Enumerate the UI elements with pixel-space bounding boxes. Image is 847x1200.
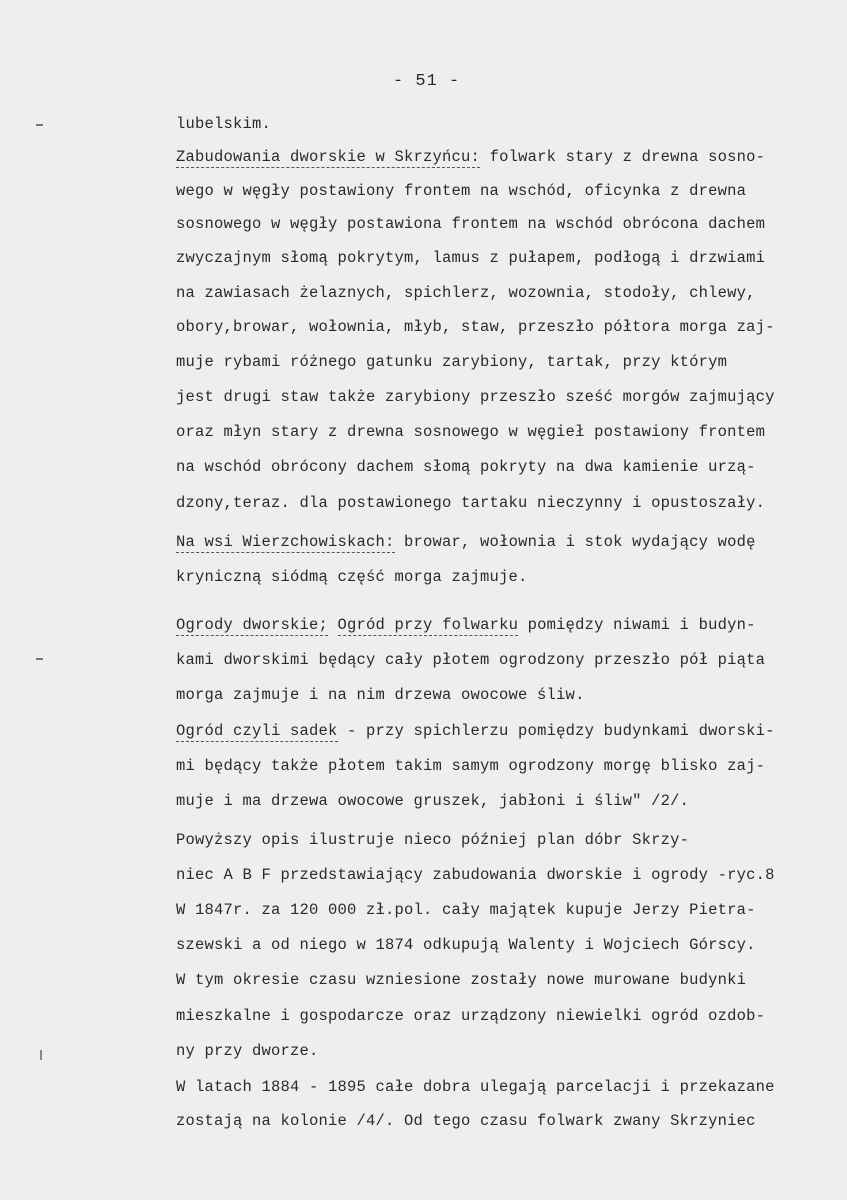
line-text: - przy spichlerzu pomiędzy budynkami dworski- xyxy=(337,722,775,740)
text-line xyxy=(176,388,775,406)
line-text: lubelskim. xyxy=(176,115,272,133)
line-text: morga zajmuje i na nim drzewa owocowe śliw. xyxy=(176,686,585,704)
line-text: W latach 1884 - 1895 całe dobra ulegają parcelacji i przekazane xyxy=(176,1078,775,1096)
text-line xyxy=(176,423,765,441)
line-text: ny przy dworze. xyxy=(176,1042,319,1060)
text-line xyxy=(176,284,756,302)
line-text: sosnowego w węgły postawiona frontem na wschód obrócona dachem xyxy=(176,215,766,233)
section-heading: Ogród czyli sadek xyxy=(176,722,338,740)
line-text: browar, wołownia i stok wydający wodę xyxy=(394,533,756,551)
line-text: dzony,teraz. dla postawionego tartaku nieczynny i opustoszały. xyxy=(176,494,766,512)
text-line xyxy=(176,148,765,166)
line-text: oraz młyn stary z drewna sosnowego w węgieł postawiony frontem xyxy=(176,423,766,441)
section-heading: Ogrody dworskie; xyxy=(176,616,329,634)
text-line xyxy=(176,971,746,989)
text-line xyxy=(176,686,585,704)
text-line xyxy=(176,866,775,884)
line-text: zwyczajnym słomą pokrytym, lamus z pułapem, podłogą i drzwiami xyxy=(176,249,766,267)
line-text: muje rybami różnego gatunku zarybiony, tartak, przy którym xyxy=(176,353,728,371)
text-line xyxy=(176,1007,765,1025)
text-line xyxy=(176,757,765,775)
text-line xyxy=(176,353,727,371)
line-text: mieszkalne i gospodarcze oraz urządzony niewielki ogród ozdob- xyxy=(176,1007,766,1025)
line-text: szewski a od niego w 1874 odkupują Walenty i Wojciech Górscy. xyxy=(176,936,756,954)
text-line xyxy=(176,182,746,200)
text-line xyxy=(176,494,765,512)
line-text: pomiędzy niwami i budyn- xyxy=(518,616,756,634)
text-line xyxy=(176,115,271,133)
section-heading: Zabudowania dworskie w Skrzyńcu: xyxy=(176,148,481,166)
text-line xyxy=(176,1112,756,1130)
line-text: niec A B F przedstawiający zabudowania dworskie i ogrody -ryc.8 xyxy=(176,866,775,884)
text-line xyxy=(176,616,756,634)
line-text: na zawiasach żelaznych, spichlerz, wozownia, stodoły, chlewy, xyxy=(176,284,756,302)
text-line xyxy=(176,1078,775,1096)
section-heading: Na wsi Wierzchowiskach: xyxy=(176,533,395,551)
text-line xyxy=(176,901,756,919)
line-text: Powyższy opis ilustruje nieco później plan dóbr Skrzy- xyxy=(176,831,690,849)
line-text: W 1847r. za 120 000 zł.pol. cały majątek kupuje Jerzy Pietra- xyxy=(176,901,756,919)
text-line xyxy=(176,792,689,810)
margin-mark xyxy=(36,658,43,660)
line-text: W tym okresie czasu wzniesione zostały nowe murowane budynki xyxy=(176,971,747,989)
line-text: kryniczną siódmą część morga zajmuje. xyxy=(176,568,528,586)
text-line xyxy=(176,936,756,954)
text-line xyxy=(176,651,765,669)
margin-mark xyxy=(36,124,43,126)
text-line xyxy=(176,458,756,476)
text-line xyxy=(176,831,689,849)
text-line xyxy=(176,722,775,740)
text-line xyxy=(176,568,528,586)
line-text: mi będący także płotem takim samym ogrodzony morgę blisko zaj- xyxy=(176,757,766,775)
line-text: na wschód obrócony dachem słomą pokryty na dwa kamienie urzą- xyxy=(176,458,756,476)
subsection-heading: Ogród przy folwarku xyxy=(337,616,519,634)
text-line xyxy=(176,318,775,336)
text-line xyxy=(176,1042,319,1060)
line-text: jest drugi staw także zarybiony przeszło sześć morgów zajmujący xyxy=(176,388,775,406)
text-line xyxy=(176,215,765,233)
line-text: kami dworskimi będący cały płotem ogrodzony przeszło pół piąta xyxy=(176,651,766,669)
line-text: muje i ma drzewa owocowe gruszek, jabłoni i śliw" /2/. xyxy=(176,792,690,810)
line-text: wego w węgły postawiony frontem na wschód, oficynka z drewna xyxy=(176,182,747,200)
margin-mark xyxy=(40,1050,42,1060)
page-number: - 51 - xyxy=(393,72,461,91)
line-text: zostają na kolonie /4/. Od tego czasu folwark zwany Skrzyniec xyxy=(176,1112,756,1130)
line-text: folwark stary z drewna sosno- xyxy=(480,148,766,166)
text-line xyxy=(176,533,756,551)
line-text: obory,browar, wołownia, młyb, staw, przeszło półtora morga zaj- xyxy=(176,318,775,336)
text-line xyxy=(176,249,765,267)
